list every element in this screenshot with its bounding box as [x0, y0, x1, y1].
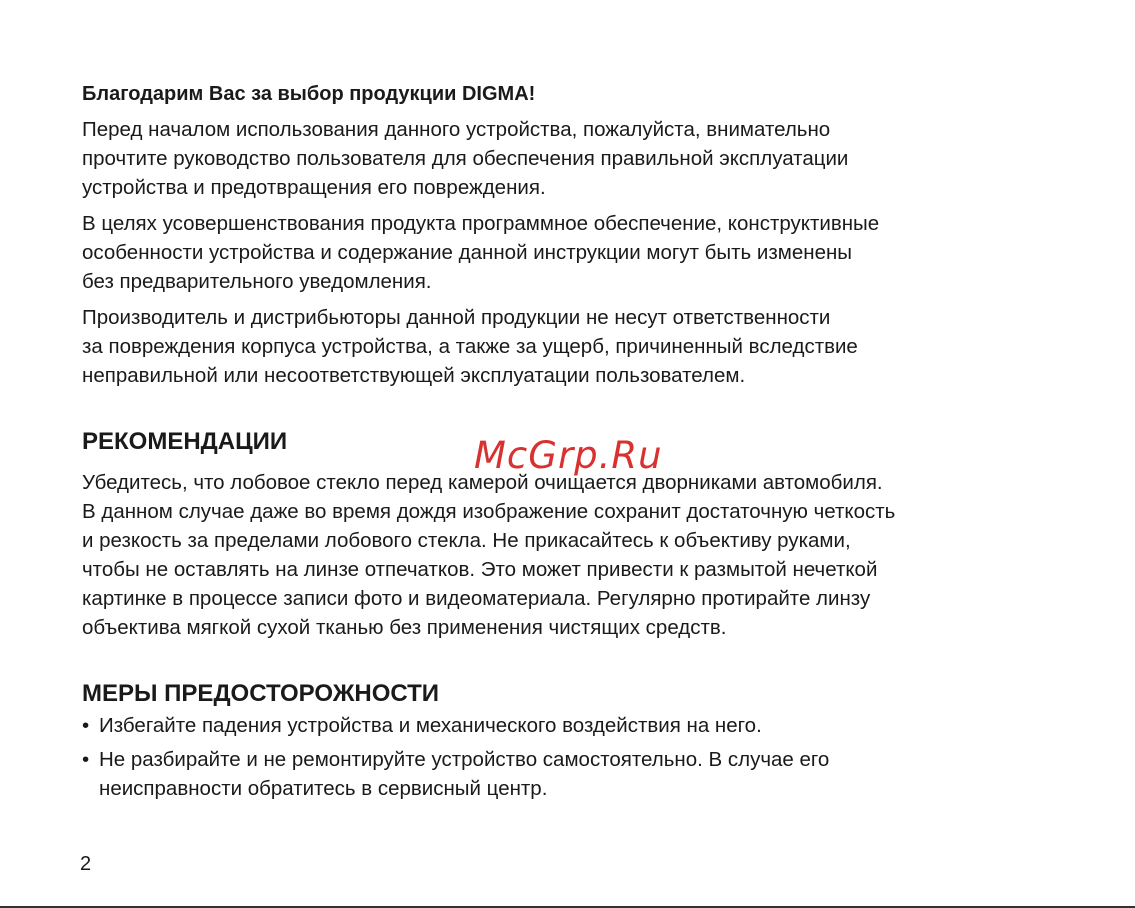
text-line: объектива мягкой сухой тканью без применения чистящих средств. [82, 616, 727, 639]
list-item [82, 745, 829, 803]
page-number: 2 [80, 853, 92, 875]
text-line: чтобы не оставлять на линзе отпечатков. Это может привести к размытой нечеткой [82, 558, 878, 581]
intro-paragraph-2 [82, 209, 879, 296]
text-line: неправильной или несоответствующей эксплуатации пользователем. [82, 364, 746, 387]
text-line: неисправности обратитесь в сервисный центр. [99, 777, 548, 800]
precautions-heading: МЕРЫ ПРЕДОСТОРОЖНОСТИ [82, 680, 440, 707]
text-line: устройства и предотвращения его повреждения. [82, 176, 546, 199]
precautions-list [82, 711, 829, 808]
intro-paragraph-3 [82, 303, 858, 390]
text-line: Не разбирайте и не ремонтируйте устройство самостоятельно. В случае его [99, 748, 830, 771]
text-line: за повреждения корпуса устройства, а также за ущерб, причиненный вследствие [82, 335, 858, 358]
text-line: картинке в процессе записи фото и видеоматериала. Регулярно протирайте линзу [82, 587, 871, 610]
text-line: Убедитесь, что лобовое стекло перед камерой очищается дворниками автомобиля. [82, 471, 883, 494]
bullet-icon: • [82, 714, 90, 737]
text-line: без предварительного уведомления. [82, 270, 432, 293]
list-item [82, 711, 829, 740]
text-line: Производитель и дистрибьюторы данной продукции не несут ответственности [82, 306, 831, 329]
text-line: Избегайте падения устройства и механического воздействия на него. [99, 714, 762, 737]
bullet-icon: • [82, 748, 90, 771]
text-line: особенности устройства и содержание данной инструкции могут быть изменены [82, 241, 853, 264]
recommendations-paragraph [82, 468, 895, 642]
intro-heading: Благодарим Вас за выбор продукции DIGMA! [82, 83, 536, 105]
text-line: прочтите руководство пользователя для обеспечения правильной эксплуатации [82, 147, 849, 170]
watermark-logo: McGrp.Ru [474, 434, 663, 477]
text-line: и резкость за пределами лобового стекла. Не прикасайтесь к объективу руками, [82, 529, 851, 552]
text-line: В целях усовершенствования продукта программное обеспечение, конструктивные [82, 212, 880, 235]
text-line: В данном случае даже во время дождя изображение сохранит достаточную четкость [82, 500, 896, 523]
text-line: Перед началом использования данного устройства, пожалуйста, внимательно [82, 118, 831, 141]
recommendations-heading: РЕКОМЕНДАЦИИ [82, 428, 288, 455]
intro-paragraph-1 [82, 115, 848, 202]
